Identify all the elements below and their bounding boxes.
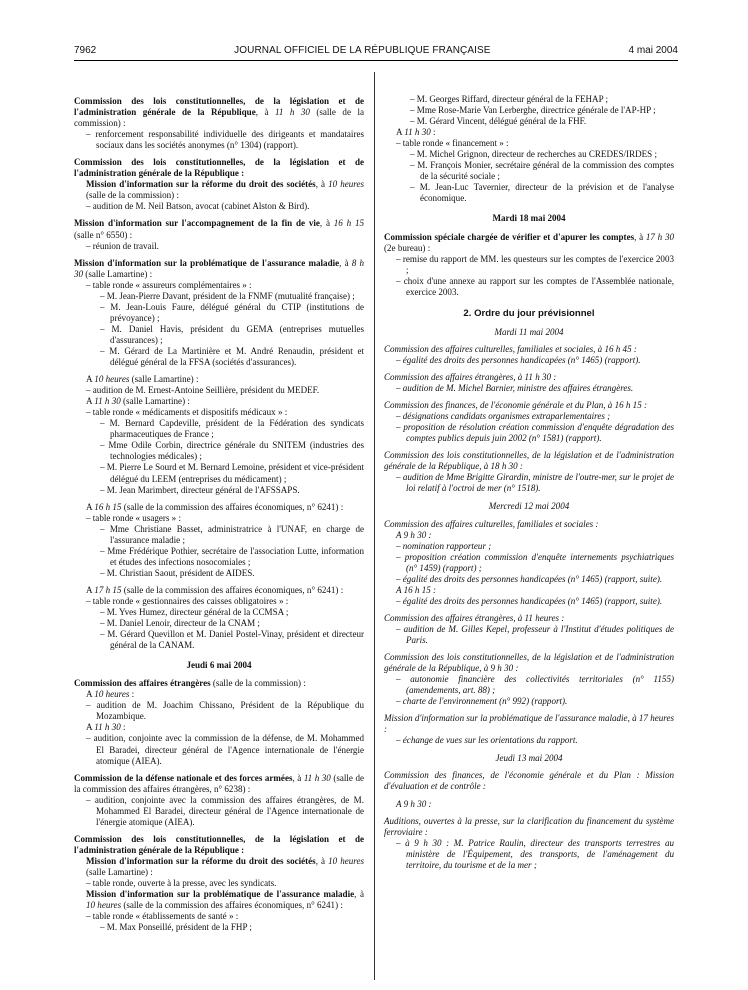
agenda-paragraph: – remise du rapport de MM. les questeurs sur les comptes de l'exercice 2003 ; bbox=[396, 253, 674, 275]
agenda-paragraph: Commission des lois constitutionnelles, de la législation et de l'administration générale de la République, à 11 h 30 (salle de la commission) : bbox=[74, 96, 364, 129]
agenda-paragraph: Auditions, ouvertes à la presse, sur la clarification du financement du système ferroviaire : bbox=[384, 815, 674, 837]
section-heading: Mardi 18 mai 2004 bbox=[492, 213, 566, 224]
page-header bbox=[74, 43, 678, 57]
agenda-paragraph: – M. Max Ponseillé, président de la FHP ; bbox=[100, 922, 252, 933]
agenda-paragraph: – égalité des droits des personnes handicapées (n° 1465) (rapport, suite). bbox=[396, 573, 663, 584]
section-heading: Mercredi 12 mai 2004 bbox=[488, 501, 570, 512]
agenda-paragraph: – autonomie financière des collectivités territoriales (n° 1155) (amendements, art. 88) ; bbox=[396, 674, 674, 696]
agenda-paragraph: A 9 h 30 : bbox=[396, 798, 432, 809]
agenda-paragraph: – M. Jean-Pierre Davant, président de la FNMF (mutualité française) ; bbox=[100, 290, 355, 301]
agenda-paragraph: Commission des lois constitutionnelles, de la législation et de l'administration générale de la République : bbox=[74, 157, 364, 179]
agenda-paragraph: – M. Christian Saout, président de AIDES. bbox=[100, 567, 255, 578]
agenda-paragraph: – M. Gérard Quevillon et M. Daniel Postel-Vinay, président et directeur général de la CANAM. bbox=[100, 629, 364, 651]
agenda-paragraph: Commission des lois constitutionnelles, de la législation et de l'administration générale de la République : bbox=[74, 833, 364, 855]
agenda-paragraph: – M. Jean-Luc Tavernier, directeur de la prévision et de l'analyse économique. bbox=[410, 182, 674, 204]
agenda-paragraph: – désignations candidats organismes extraparlementaires ; bbox=[396, 411, 611, 422]
agenda-paragraph: – Mme Frédérique Pothier, secrétaire de l'association Lutte, information et études des infections nosocomiales ; bbox=[100, 545, 364, 567]
agenda-paragraph: – M. Gérard Vincent, délégué général de la FHF. bbox=[410, 116, 587, 127]
agenda-paragraph: – égalité des droits des personnes handicapées (n° 1465) (rapport, suite). bbox=[396, 595, 663, 606]
agenda-paragraph: – audition de M. Neil Batson, avocat (cabinet Alston & Bird). bbox=[86, 201, 310, 212]
agenda-paragraph: – audition de M. Gilles Kepel, professeur à l'Institut d'études politiques de Paris. bbox=[396, 623, 674, 645]
agenda-paragraph: Mission d'information sur l'accompagnement de la fin de vie, à 16 h 15 (salle n° 6550) : bbox=[74, 218, 365, 240]
agenda-paragraph: – M. Daniel Lenoir, directeur de la CNAM ; bbox=[100, 618, 260, 629]
agenda-paragraph: – audition de M. Joachim Chissano, Président de la République du Mozambique. bbox=[86, 700, 364, 722]
agenda-paragraph: – proposition de résolution création commission d'enquête dégradation des comptes publics depuis juin 2002 (n° 1581) (rapport). bbox=[396, 422, 674, 444]
agenda-paragraph: – réunion de travail. bbox=[86, 240, 159, 251]
agenda-paragraph: – table ronde « établissements de santé » : bbox=[86, 911, 239, 922]
agenda-paragraph: – M. François Monier, secrétaire général de la commission des comptes de la sécurité sociale ; bbox=[410, 160, 674, 182]
agenda-paragraph: A 9 h 30 : bbox=[396, 529, 432, 540]
agenda-paragraph: Mission d'information sur la problématique de l'assurance maladie, à 10 heures (salle de la commission des affaires économiques, n° 6241) : bbox=[86, 889, 364, 911]
agenda-paragraph: A 10 heures : bbox=[86, 689, 135, 700]
agenda-paragraph: – M. Jean Marimbert, directeur général de l'AFSSAPS. bbox=[100, 484, 300, 495]
agenda-paragraph: – audition, conjointe avec la commission de la défense, de M. Mohammed El Baradei, directeur général de l'Agence internationale de l'énergie atomique (AIEA). bbox=[86, 733, 364, 766]
agenda-paragraph: – table ronde « assureurs complémentaires » : bbox=[86, 279, 252, 290]
agenda-paragraph: A 16 h 15 (salle de la commission des affaires économiques, n° 6241) : bbox=[86, 501, 344, 512]
agenda-paragraph: A 11 h 30 : bbox=[86, 722, 126, 733]
issue-date: 4 mai 2004 bbox=[628, 44, 678, 56]
agenda-paragraph: Mission d'information sur la problématique de l'assurance maladie, à 8 h 30 (salle Lamartine) : bbox=[74, 257, 364, 279]
agenda-paragraph: – table ronde, ouverte à la presse, avec les syndicats. bbox=[86, 878, 277, 889]
agenda-paragraph: – nomination rapporteur ; bbox=[396, 540, 492, 551]
agenda-paragraph: – à 9 h 30 : M. Patrice Raulin, directeur des transports terrestres au ministère de l'Équipement, des transports, de l'aménagement du territoire, du tourisme et de la mer ; bbox=[396, 837, 674, 870]
agenda-paragraph: Mission d'information sur la réforme du droit des sociétés, à 10 heures (salle de la commission) : bbox=[86, 179, 364, 201]
agenda-paragraph: Commission de la défense nationale et des forces armées, à 11 h 30 (salle de la commission des affaires étrangères, n° 6238) : bbox=[74, 772, 364, 794]
agenda-paragraph: A 11 h 30 (salle Lamartine) : bbox=[86, 396, 190, 407]
agenda-paragraph: – audition, conjointe avec la commission des affaires étrangères, de M. Mohammed El Baradei, directeur général de l'Agence internationale de l'énergie atomique (AIEA). bbox=[86, 794, 364, 827]
agenda-paragraph: Commission des lois constitutionnelles, de la législation et de l'administration générale de la République, à 9 h 30 : bbox=[384, 652, 674, 674]
agenda-paragraph: – M. Pierre Le Sourd et M. Bernard Lemoine, président et vice-président délégué du LEEM (entreprises du médicament) ; bbox=[100, 462, 364, 484]
agenda-paragraph: Commission des finances, de l'économie générale et du Plan : Mission d'évaluation et de contrôle : bbox=[384, 770, 674, 792]
agenda-paragraph: – audition de M. Ernest-Antoine Seillière, président du MEDEF. bbox=[86, 385, 320, 396]
agenda-paragraph: – table ronde « gestionnaires des caisses obligatoires » : bbox=[86, 595, 289, 606]
section-heading: Mardi 11 mai 2004 bbox=[494, 326, 564, 337]
agenda-paragraph: – proposition création commission d'enquête internements psychiatriques (n° 1459) (rapport) ; bbox=[396, 551, 674, 573]
section-heading: Jeudi 13 mai 2004 bbox=[495, 753, 563, 764]
agenda-paragraph: – Mme Odile Corbin, directrice générale du SNITEM (industries des technologies médicales) ; bbox=[100, 440, 364, 462]
agenda-paragraph: Commission des affaires étrangères, à 11 heures : bbox=[384, 612, 565, 623]
agenda-paragraph: A 10 heures (salle Lamartine) : bbox=[86, 374, 199, 385]
section-heading: Jeudi 6 mai 2004 bbox=[186, 660, 252, 671]
agenda-paragraph: – table ronde « financement » : bbox=[396, 138, 509, 149]
agenda-paragraph: Commission des finances, de l'économie générale et du Plan, à 16 h 15 : bbox=[384, 400, 647, 411]
agenda-paragraph: Commission des affaires culturelles, familiales et sociales : bbox=[384, 518, 599, 529]
agenda-paragraph: – choix d'une annexe au rapport sur les comptes de l'Assemblée nationale, exercice 2003. bbox=[396, 275, 674, 297]
agenda-paragraph: – M. Yves Humez, directeur général de la CCMSA ; bbox=[100, 607, 289, 618]
agenda-paragraph: – échange de vues sur les orientations du rapport. bbox=[396, 735, 578, 746]
left-column bbox=[74, 90, 364, 933]
agenda-paragraph: Commission des affaires étrangères, à 11 h 30 : bbox=[384, 371, 557, 382]
right-column bbox=[384, 94, 674, 871]
agenda-paragraph: – M. Jean-Louis Faure, délégué général du CTIP (institutions de prévoyance) ; bbox=[100, 301, 364, 323]
agenda-paragraph: Mission d'information sur la problématique de l'assurance maladie, à 17 heures : bbox=[384, 713, 674, 735]
agenda-paragraph: – M. Georges Riffard, directeur général de la FEHAP ; bbox=[410, 94, 609, 104]
agenda-paragraph: Mission d'information sur la réforme du droit des sociétés, à 10 heures (salle Lamartine) : bbox=[86, 855, 364, 877]
agenda-paragraph: – M. Bernard Capdeville, président de la Fédération des syndicats pharmaceutiques de France ; bbox=[100, 418, 364, 440]
journal-title: JOURNAL OFFICIEL DE LA RÉPUBLIQUE FRANÇAISE bbox=[234, 44, 491, 56]
agenda-paragraph: Commission des affaires étrangères (salle de la commission) : bbox=[74, 678, 306, 689]
agenda-paragraph: A 16 h 15 : bbox=[396, 584, 437, 595]
agenda-paragraph: – Mme Rose-Marie Van Lerberghe, directrice générale de l'AP-HP ; bbox=[410, 105, 656, 116]
page-number: 7962 bbox=[74, 44, 97, 56]
agenda-paragraph: – table ronde « médicaments et dispositifs médicaux » : bbox=[86, 407, 288, 418]
agenda-paragraph: Commission spéciale chargée de vérifier et d'apurer les comptes, à 17 h 30 (2e bureau) : bbox=[384, 231, 674, 253]
agenda-paragraph: Commission des affaires culturelles, familiales et sociales, à 16 h 45 : bbox=[384, 343, 637, 354]
agenda-paragraph: – égalité des droits des personnes handicapées (n° 1465) (rapport). bbox=[396, 354, 641, 365]
agenda-paragraph: – renforcement responsabilité individuelle des dirigeants et mandataires sociaux dans les sociétés anonymes (n° 1304) (rapport). bbox=[86, 129, 364, 151]
agenda-paragraph: – table ronde « usagers » : bbox=[86, 512, 181, 523]
agenda-paragraph: – audition de Mme Brigitte Girardin, ministre de l'outre-mer, sur le projet de loi relatif à l'octroi de mer (n° 1518). bbox=[396, 472, 674, 494]
agenda-paragraph: A 17 h 15 (salle de la commission des affaires économiques, n° 6241) : bbox=[86, 584, 344, 595]
agenda-paragraph: Commission des lois constitutionnelles, de la législation et de l'administration générale de la République, à 18 h 30 : bbox=[384, 450, 674, 472]
agenda-paragraph: – Mme Christiane Basset, administratrice à l'UNAF, en charge de l'assurance maladie ; bbox=[100, 523, 364, 545]
column-divider bbox=[374, 72, 375, 980]
agenda-paragraph: – M. Michel Grignon, directeur de recherches au CREDES/IRDES ; bbox=[410, 149, 657, 160]
agenda-paragraph: – M. Gérard de La Martinière et M. André Renaudin, président et délégué général de la FFSA (sociétés d'assurances). bbox=[100, 345, 364, 368]
agenda-paragraph: – M. Daniel Havis, président du GEMA (entreprises mutuelles d'assurances) ; bbox=[100, 323, 364, 345]
header-rule bbox=[74, 60, 678, 61]
section-heading: 2. Ordre du jour prévisionnel bbox=[463, 307, 595, 319]
agenda-paragraph: – audition de M. Michel Barnier, ministre des affaires étrangères. bbox=[396, 383, 634, 394]
agenda-paragraph: – charte de l'environnement (n° 992) (rapport). bbox=[396, 696, 568, 707]
agenda-paragraph: A 11 h 30 : bbox=[396, 127, 436, 138]
